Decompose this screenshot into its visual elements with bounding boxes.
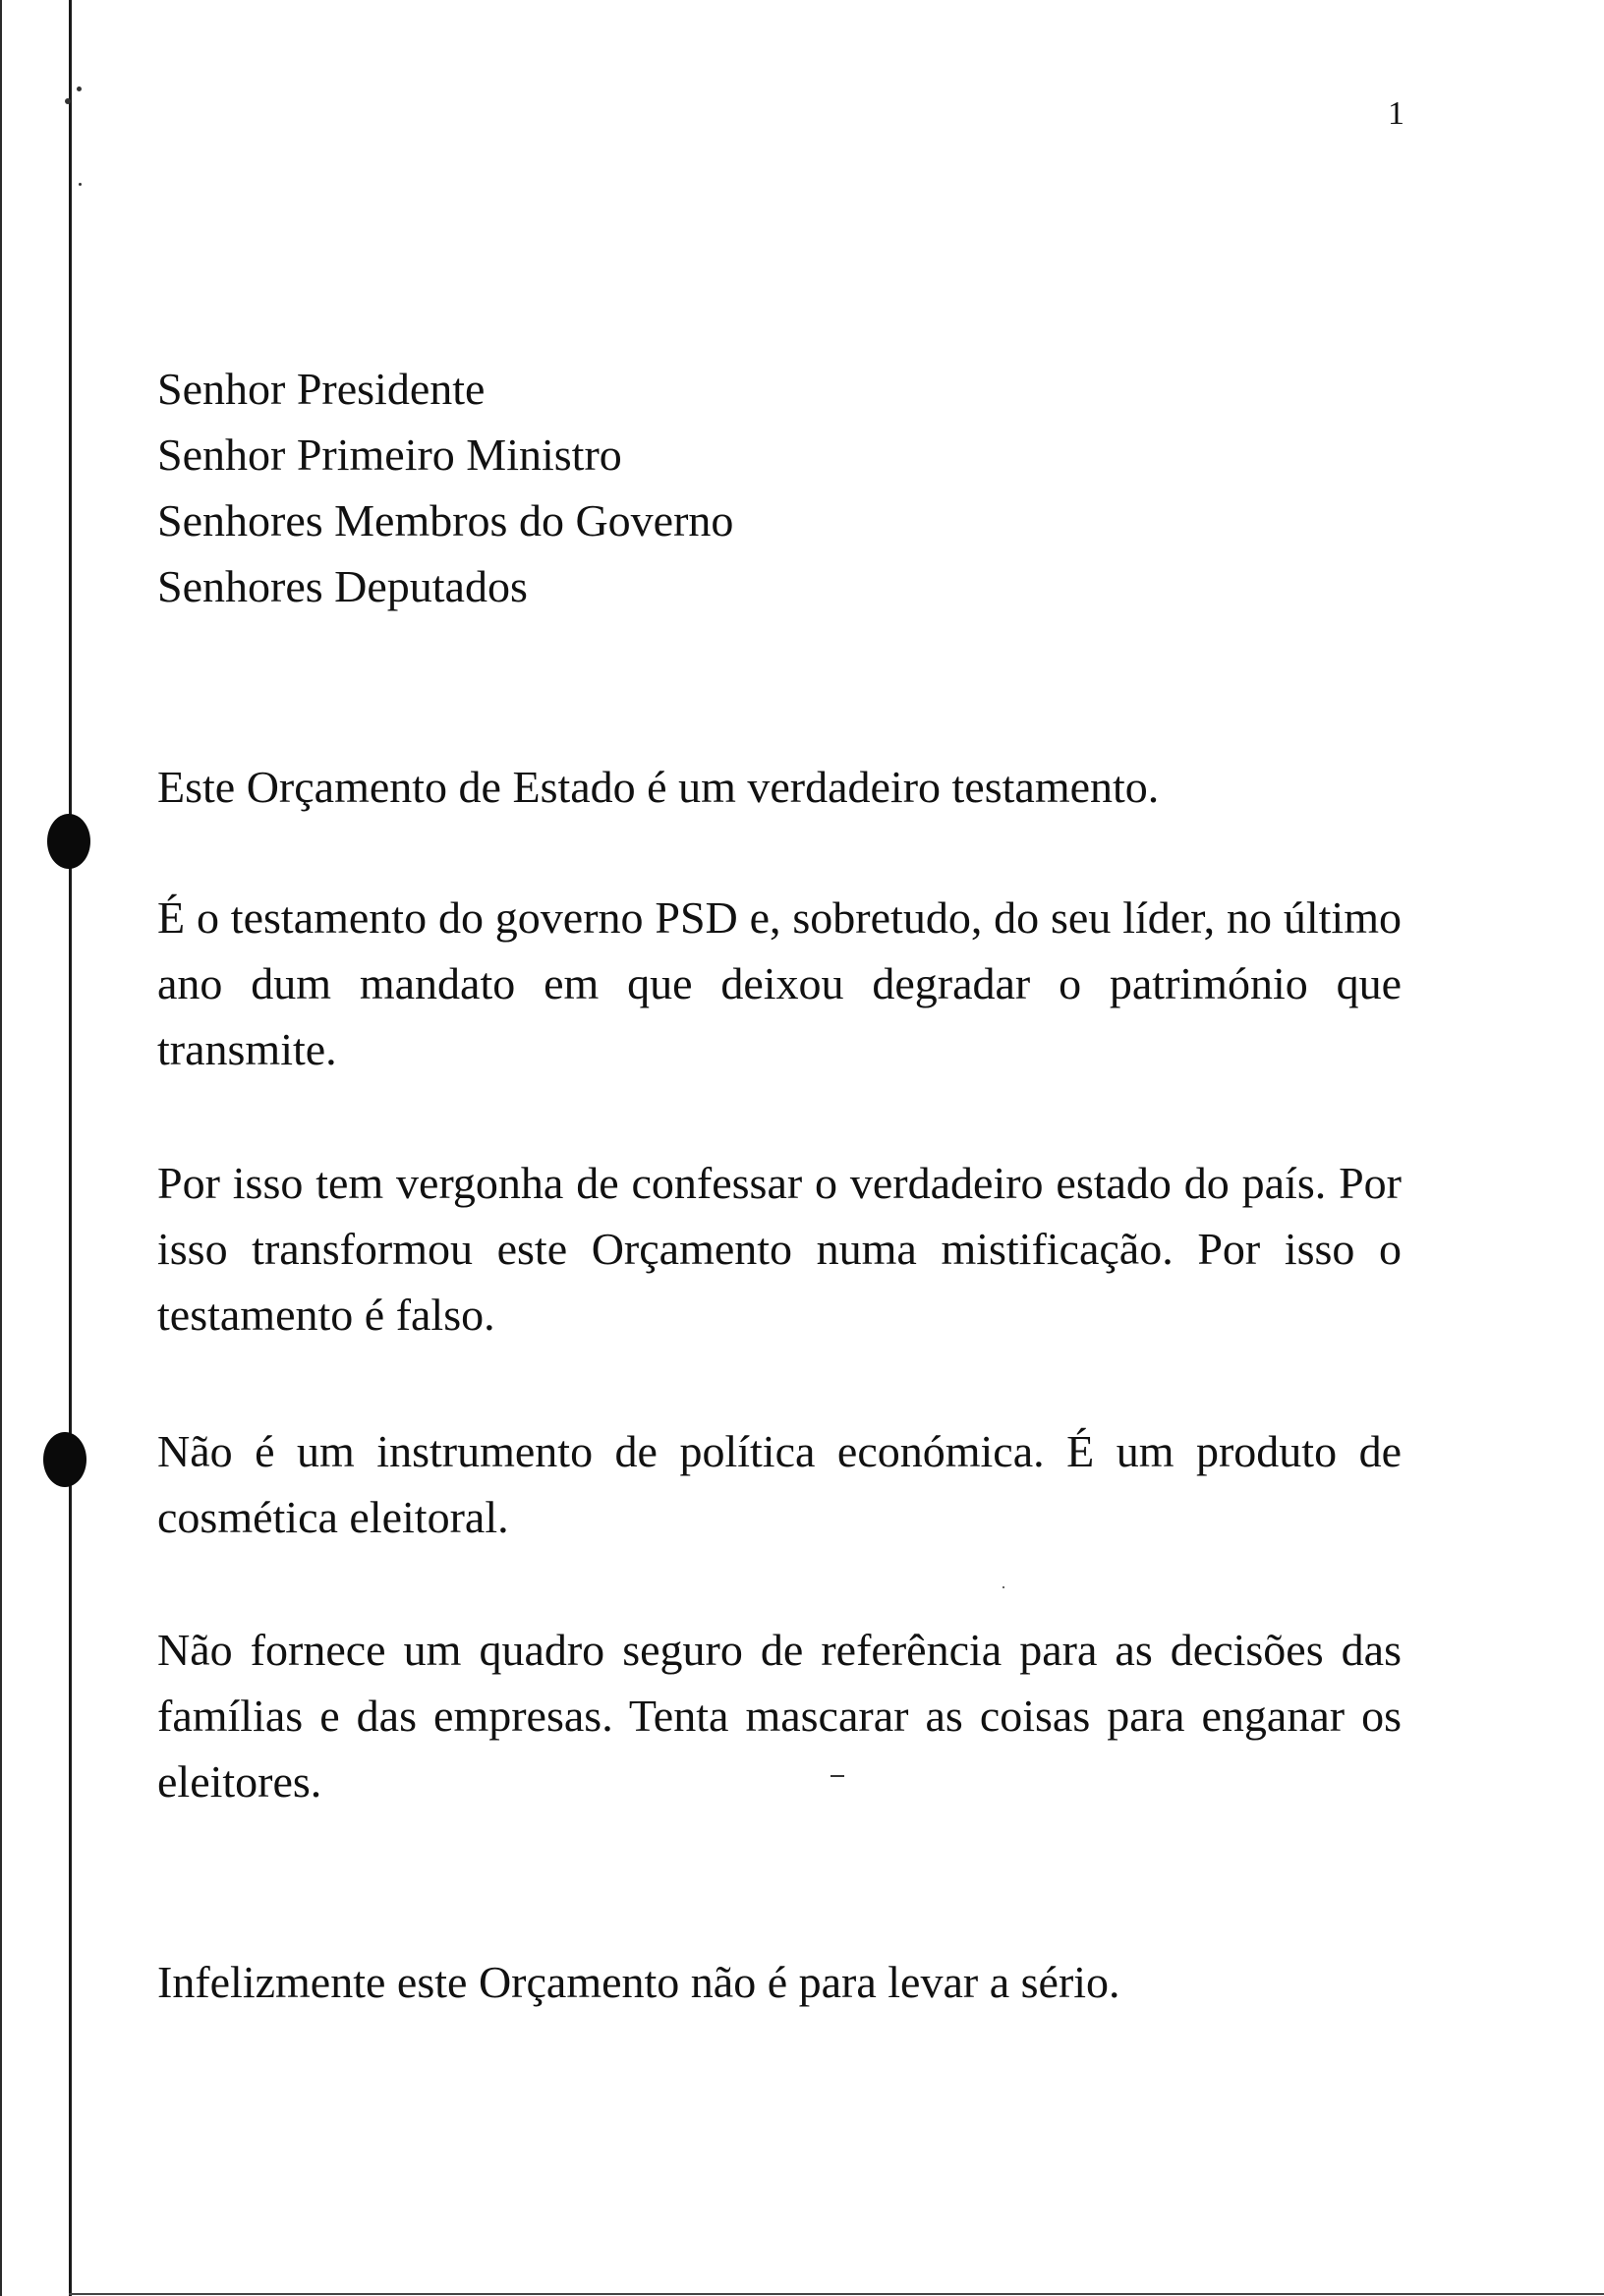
page-bottom-edge	[69, 2293, 1604, 2295]
paragraph: Este Orçamento de Estado é um verdadeiro testamento.	[157, 762, 1160, 812]
paragraph: Não fornece um quadro seguro de referência para as decisões das famílias e das empresas. Tenta mascarar as coisas para enganar os eleitores.	[157, 1625, 1402, 1807]
scan-speck	[1002, 1586, 1004, 1588]
paragraph: É o testamento do governo PSD e, sobretudo, do seu líder, no último ano dum mandato em que deixou degradar o património que transmite.	[157, 892, 1402, 1074]
paragraph: Não é um instrumento de política económica. É um produto de cosmética eleitoral.	[157, 1426, 1402, 1542]
salutation-line: Senhores Deputados	[157, 561, 528, 611]
paragraph-closing: Infelizmente este Orçamento não é para levar a sério.	[157, 1957, 1120, 2007]
punch-hole-lower	[43, 1432, 86, 1487]
salutation-line: Senhor Primeiro Ministro	[157, 430, 622, 480]
salutation-block	[157, 356, 1402, 619]
punch-hole-upper	[47, 814, 90, 869]
binding-margin-line	[69, 0, 72, 2296]
page-left-edge	[0, 0, 2, 2296]
salutation-line: Senhor Presidente	[157, 364, 486, 414]
scan-speck	[65, 98, 71, 104]
scan-speck	[77, 86, 82, 91]
page-number: 1	[1388, 95, 1404, 132]
salutation-line: Senhores Membros do Governo	[157, 495, 734, 545]
paragraph: Por isso tem vergonha de confessar o verdadeiro estado do país. Por isso transformou este Orçamento numa mistificação. Por isso o testamento é falso.	[157, 1158, 1402, 1340]
scan-speck	[79, 183, 82, 186]
